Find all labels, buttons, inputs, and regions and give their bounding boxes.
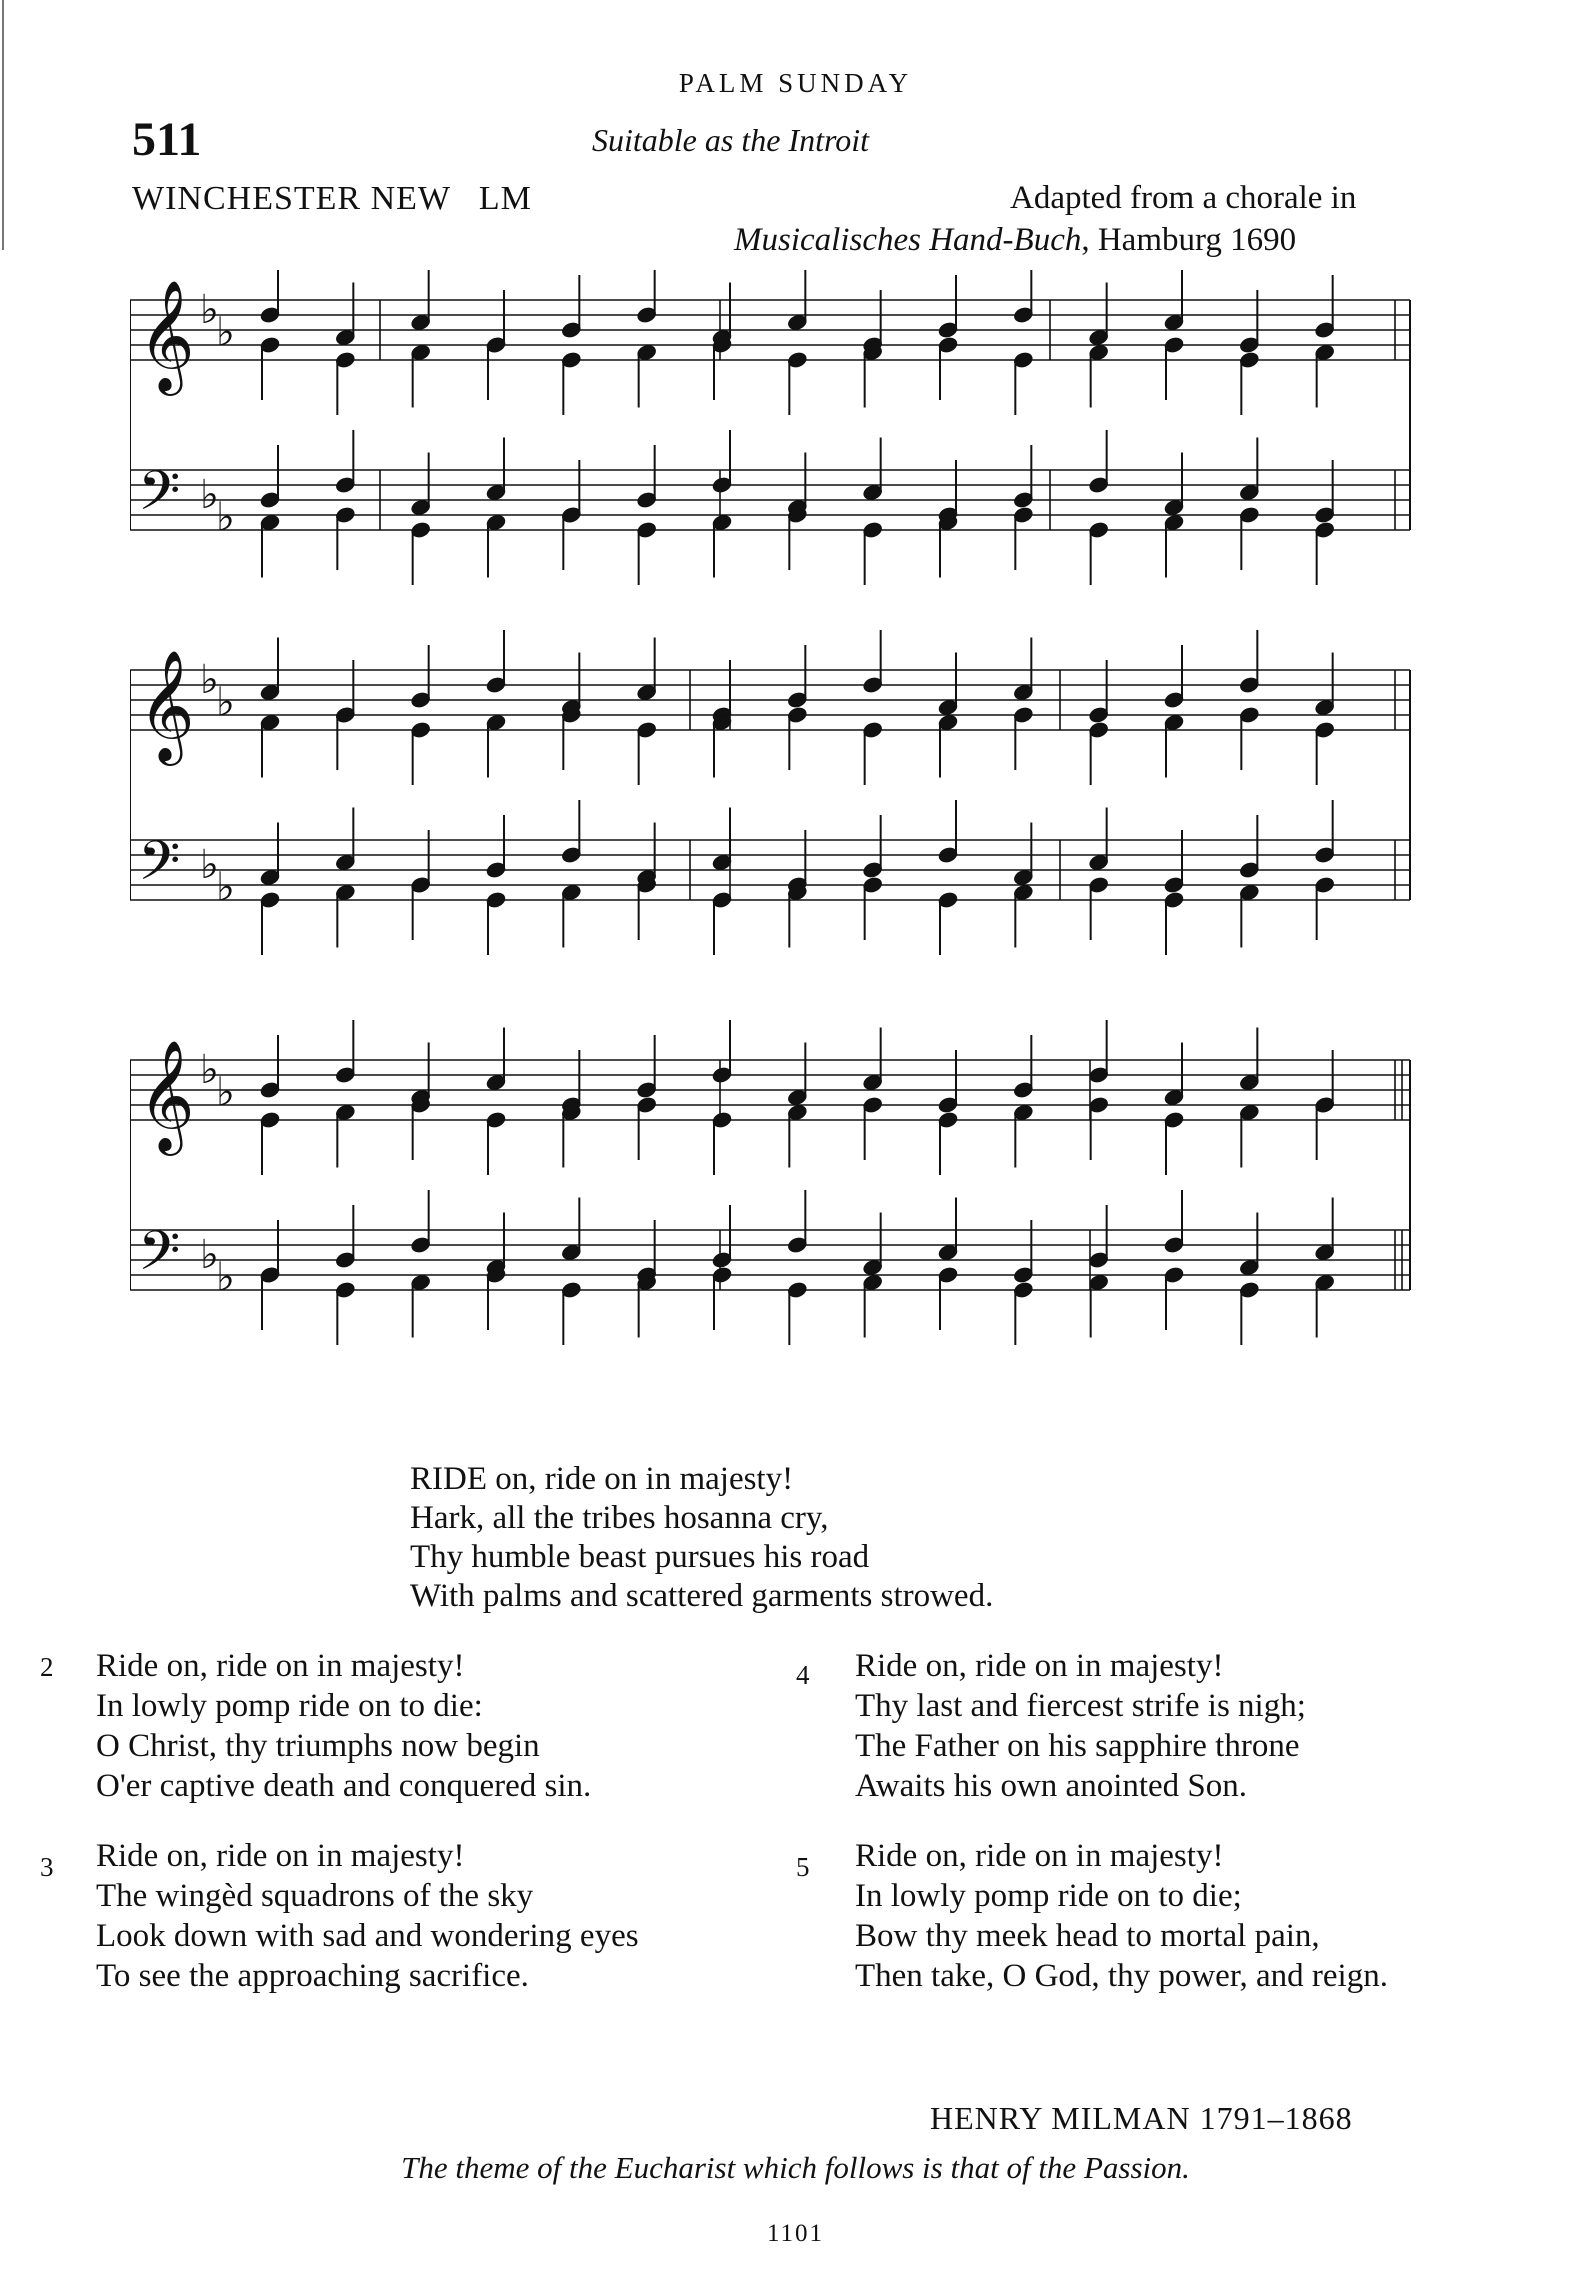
verse-line: To see the approaching sacrifice. [96, 1958, 529, 1994]
verse-line: The wingèd squadrons of the sky [96, 1878, 534, 1914]
verse-line: O'er captive death and conquered sin. [96, 1768, 592, 1804]
author-credit: HENRY MILMAN 1791–1868 [930, 2100, 1353, 2136]
verse-1-line: With palms and scattered garments strowed. [410, 1578, 994, 1614]
source-place-year: , Hamburg 1690 [1081, 222, 1297, 258]
bass-clef: 𝄢 [138, 1219, 181, 1296]
flat-sign: ♭ [200, 1232, 219, 1278]
verse-number: 4 [796, 1660, 810, 1690]
verse-line: Ride on, ride on in majesty! [96, 1838, 465, 1874]
verse-line: Thy last and fiercest strife is nigh; [855, 1688, 1306, 1724]
source-line-1: Adapted from a chorale in [1010, 180, 1357, 216]
verse-line: Awaits his own anointed Son. [855, 1768, 1248, 1804]
verse-line: Ride on, ride on in majesty! [855, 1648, 1224, 1684]
bass-clef: 𝄢 [138, 829, 181, 906]
verse-line: Ride on, ride on in majesty! [96, 1648, 465, 1684]
verse-line: The Father on his sapphire throne [855, 1728, 1300, 1764]
flat-sign: ♭ [200, 287, 219, 333]
verse-line: O Christ, thy triumphs now begin [96, 1728, 540, 1764]
flat-sign: ♭ [200, 472, 219, 518]
treble-clef: 𝄞 [138, 649, 195, 761]
verse-2 [96, 1646, 591, 1806]
flat-sign: ♭ [200, 1047, 219, 1093]
verse-line: Then take, O God, thy power, and reign. [855, 1958, 1388, 1994]
verse-line: In lowly pomp ride on to die: [96, 1688, 483, 1724]
verse-line: In lowly pomp ride on to die; [855, 1878, 1242, 1914]
source-line-2 [734, 222, 1296, 259]
flat-sign: ♭ [216, 1254, 235, 1301]
verse-4 [855, 1646, 1306, 1806]
bass-clef: 𝄢 [138, 459, 181, 536]
flat-sign: ♭ [216, 494, 235, 541]
page-number: 1101 [766, 2220, 825, 2247]
hymn-number: 511 [132, 113, 202, 166]
music-score [130, 270, 1420, 1450]
score-systems [130, 270, 1410, 1345]
verse-1 [410, 1460, 993, 1616]
verse-line: Ride on, ride on in majesty! [855, 1838, 1224, 1874]
verse-1-line: Hark, all the tribes hosanna cry, [410, 1500, 829, 1536]
margin-rule [2, 0, 4, 250]
treble-clef: 𝄞 [138, 1039, 195, 1151]
verse-1-line: Thy humble beast pursues his road [410, 1539, 870, 1575]
verse-5 [855, 1836, 1388, 1996]
flat-sign: ♭ [200, 842, 219, 888]
verse-line: Look down with sad and wondering eyes [96, 1918, 639, 1954]
flat-sign: ♭ [216, 1069, 235, 1116]
footnote: The theme of the Eucharist which follows is that of the Passion. [401, 2150, 1190, 2185]
section-header: PALM SUNDAY [678, 68, 913, 98]
verse-number: 2 [40, 1652, 54, 1682]
flat-sign: ♭ [216, 864, 235, 911]
hymn-subtitle: Suitable as the Introit [592, 122, 870, 158]
source-book: Musicalisches Hand-Buch [734, 222, 1082, 258]
verse-3 [96, 1836, 639, 1996]
verse-number: 5 [796, 1852, 810, 1882]
flat-sign: ♭ [216, 309, 235, 356]
tune-name: WINCHESTER NEW LM [132, 180, 532, 217]
verse-1-line: RIDE on, ride on in majesty! [410, 1461, 794, 1497]
flat-sign: ♭ [216, 679, 235, 726]
treble-clef: 𝄞 [138, 279, 195, 391]
verse-line: Bow thy meek head to mortal pain, [855, 1918, 1320, 1954]
verse-number: 3 [40, 1852, 54, 1882]
flat-sign: ♭ [200, 657, 219, 703]
